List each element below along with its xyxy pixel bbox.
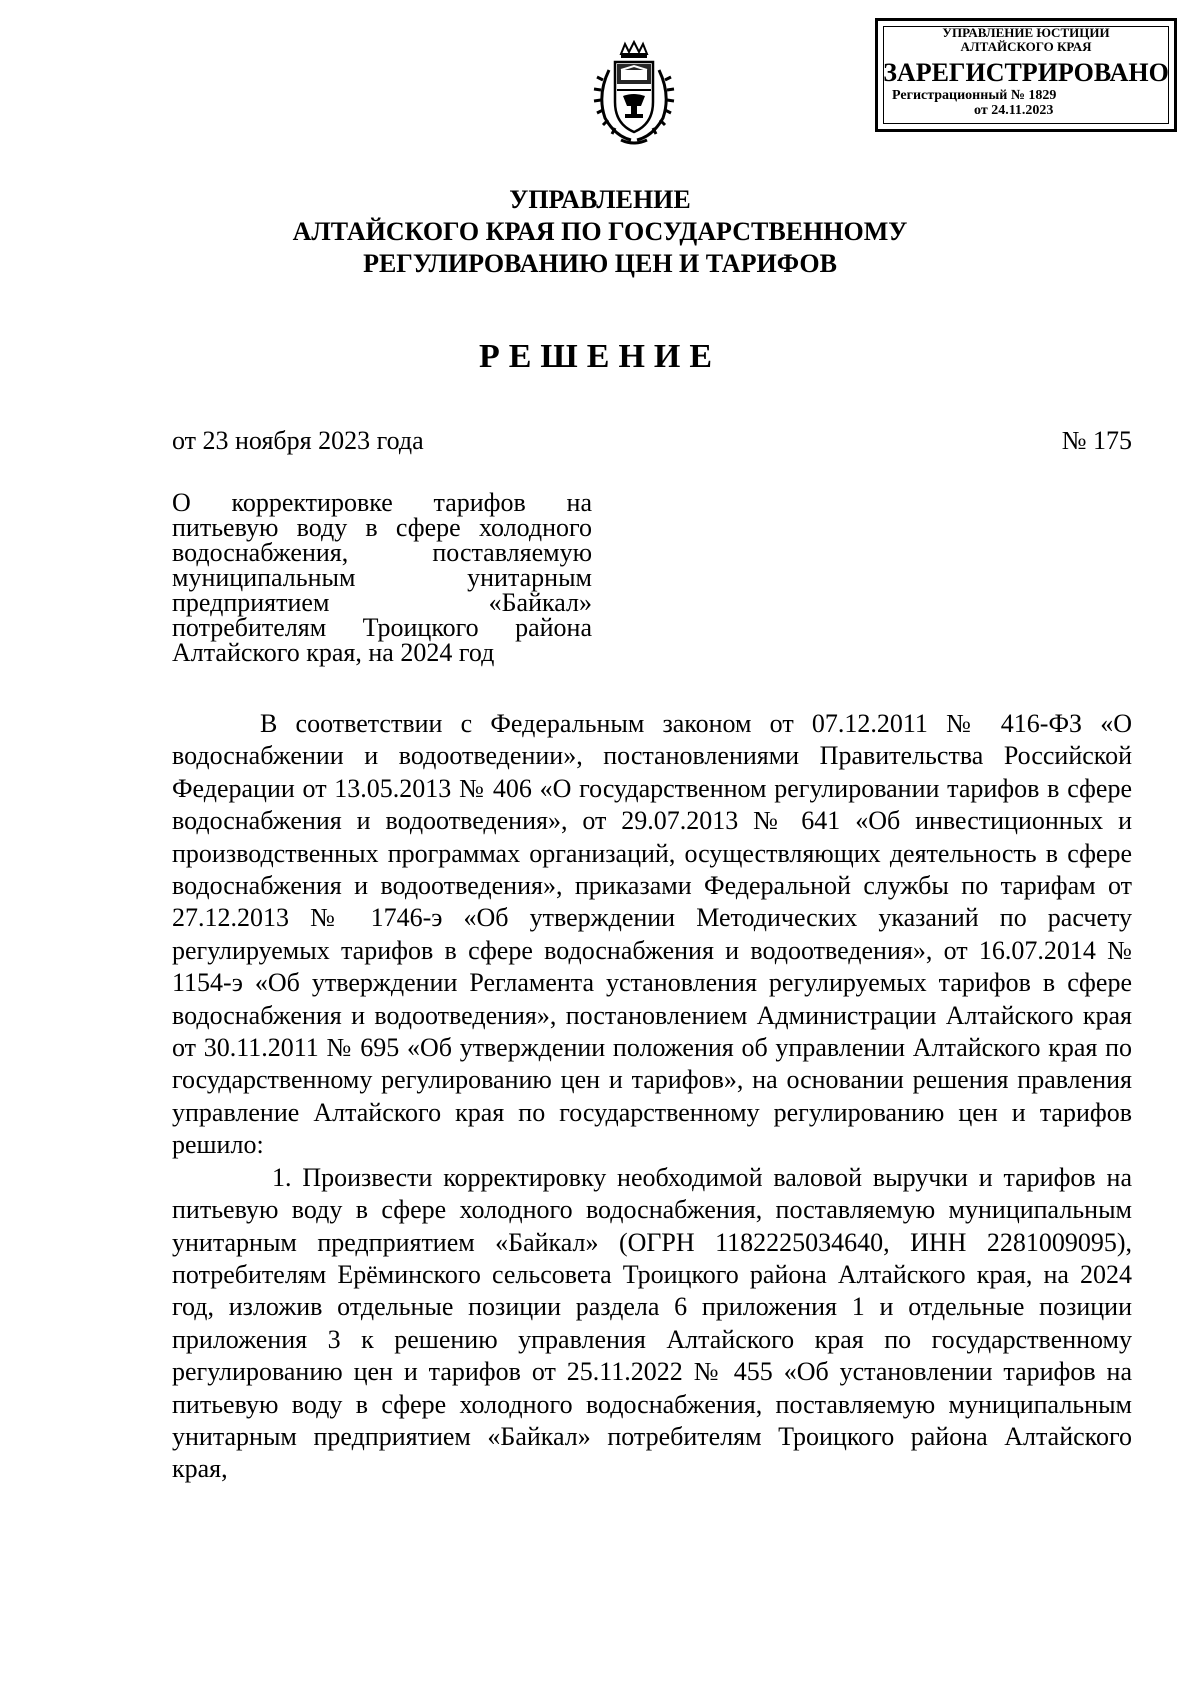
document-number: № 175 (1061, 426, 1132, 455)
stamp-status: ЗАРЕГИСТРИРОВАНО (883, 58, 1169, 87)
stamp-reg-date: от 24.11.2023 (974, 103, 1054, 118)
stamp-org-line2: АЛТАЙСКОГО КРАЯ (960, 39, 1092, 54)
document-title: РЕШЕНИЕ (478, 338, 722, 375)
coat-of-arms-icon (591, 40, 677, 148)
organization-header (0, 184, 1200, 280)
date-number-row (172, 425, 1132, 457)
stamp-org-line1: УПРАВЛЕНИЕ ЮСТИЦИИ (942, 25, 1110, 40)
header-line3: РЕГУЛИРОВАНИЮ ЦЕН И ТАРИФОВ (363, 249, 837, 278)
header-line1: УПРАВЛЕНИЕ (509, 185, 691, 214)
body-preamble: В соответствии с Федеральным законом от 07.12.2011 № 416-ФЗ «О водоснабжении и водоотведении», постановлениями Правительства Российской Федерации от 13.05.2013 № 406 «О государственном регулировании тарифов в сфере водоснабжения и водоотведения», от 29.07.2013 № 641 «Об инвестиционных и производственных программах организаций, осуществляющих деятельность в сфере водоснабжения и водоотведения», приказами Федеральной службы по тарифам от 27.12.2013 № 1746-э «Об утверждении Методических указаний по расчету регулируемых тарифов в сфере водоснабжения и водоотведения», от 16.07.2014 № 1154-э «Об утверждении Регламента установления регулируемых тарифов в сфере водоснабжения и водоотведения», постановлением Администрации Алтайского края от 30.11.2011 № 695 «Об утверждении положения об управлении Алтайского края по государственному регулированию цен и тарифов», на основании решения правления управление Алтайского края по государственному регулированию цен и тарифов решило: (172, 709, 1132, 1160)
document-subject: О корректировке тарифов на питьевую воду в сфере холодного водоснабжения, поставляемую муниципальным унитарным предприятием «Байкал» потребителям Троицкого района Алтайского края, на 2024 год (172, 488, 592, 667)
body-point-1: 1. Произвести корректировку необходимой валовой выручки и тарифов на питьевую воду в сфере холодного водоснабжения, поставляемую муниципальным унитарным предприятием «Байкал» (ОГРН 1182225034640, ИНН 2281009095), потребителям Ерёминского сельсовета Троицкого района Алтайского края, на 2024 год, изложив отдельные позиции раздела 6 приложения 1 и отдельные позиции приложения 3 к решению управления Алтайского края по государственному регулированию цен и тарифов от 25.11.2022 № 455 «Об установлении тарифов на питьевую воду в сфере холодного водоснабжения, поставляемую муниципальным унитарным предприятием «Байкал» потребителям Троицкого района Алтайского края, (172, 1162, 1132, 1484)
registration-stamp (875, 18, 1177, 132)
header-line2: АЛТАЙСКОГО КРАЯ ПО ГОСУДАРСТВЕННОМУ (292, 217, 908, 246)
document-date: от 23 ноября 2023 года (172, 426, 424, 455)
document-body (172, 708, 1132, 1486)
stamp-reg-number: Регистрационный № 1829 (892, 88, 1057, 103)
registration-stamp-inner-border (883, 26, 1169, 124)
